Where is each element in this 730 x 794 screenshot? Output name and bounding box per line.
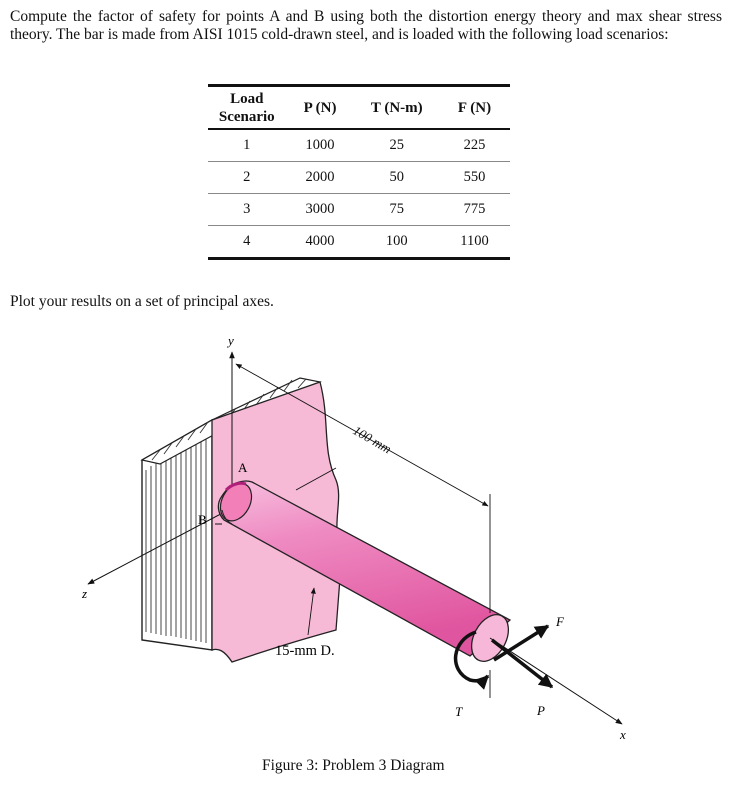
length-dimension-label: 100 mm bbox=[350, 422, 394, 457]
cell-scenario: 4 bbox=[208, 226, 286, 259]
cell-f: 1100 bbox=[439, 226, 510, 259]
problem-statement: Compute the factor of safety for points A and B using both the distortion energy theory and max shear stress theory. The bar is made from AISI 1015 cold-drawn steel, and is loaded with the following load scenarios: bbox=[10, 8, 722, 43]
table-row bbox=[208, 162, 510, 194]
y-axis-label: y bbox=[228, 333, 234, 348]
table-row bbox=[208, 129, 510, 162]
x-axis-label: x bbox=[620, 727, 626, 742]
table-header-row bbox=[208, 86, 510, 130]
header-t: T (N-m) bbox=[355, 86, 440, 130]
cell-scenario: 1 bbox=[208, 129, 286, 162]
cell-t: 75 bbox=[355, 194, 440, 226]
header-f: F (N) bbox=[439, 86, 510, 130]
figure-caption: Figure 3: Problem 3 Diagram bbox=[262, 757, 445, 774]
cell-t: 50 bbox=[355, 162, 440, 194]
cell-p: 1000 bbox=[286, 129, 355, 162]
transverse-force-label: F bbox=[556, 614, 564, 629]
cell-scenario: 3 bbox=[208, 194, 286, 226]
cell-f: 775 bbox=[439, 194, 510, 226]
plot-instruction: Plot your results on a set of principal axes. bbox=[10, 293, 274, 310]
cell-p: 4000 bbox=[286, 226, 355, 259]
cell-f: 225 bbox=[439, 129, 510, 162]
cell-scenario: 2 bbox=[208, 162, 286, 194]
table-row bbox=[208, 226, 510, 259]
axial-force-arrow bbox=[492, 640, 552, 687]
cell-p: 3000 bbox=[286, 194, 355, 226]
table-row bbox=[208, 194, 510, 226]
torque-label: T bbox=[455, 704, 463, 719]
cantilever-diagram bbox=[0, 330, 730, 755]
header-load-scenario: Load Scenario bbox=[208, 86, 286, 130]
axial-force-label: P bbox=[537, 703, 545, 718]
load-scenario-table bbox=[208, 84, 510, 260]
point-a-label: A bbox=[238, 460, 248, 475]
cell-p: 2000 bbox=[286, 162, 355, 194]
cell-t: 100 bbox=[355, 226, 440, 259]
cell-t: 25 bbox=[355, 129, 440, 162]
cell-f: 550 bbox=[439, 162, 510, 194]
diameter-label: 15-mm D. bbox=[275, 643, 335, 659]
point-b-label: B bbox=[198, 512, 207, 527]
header-p: P (N) bbox=[286, 86, 355, 130]
z-axis-label: z bbox=[82, 586, 88, 601]
